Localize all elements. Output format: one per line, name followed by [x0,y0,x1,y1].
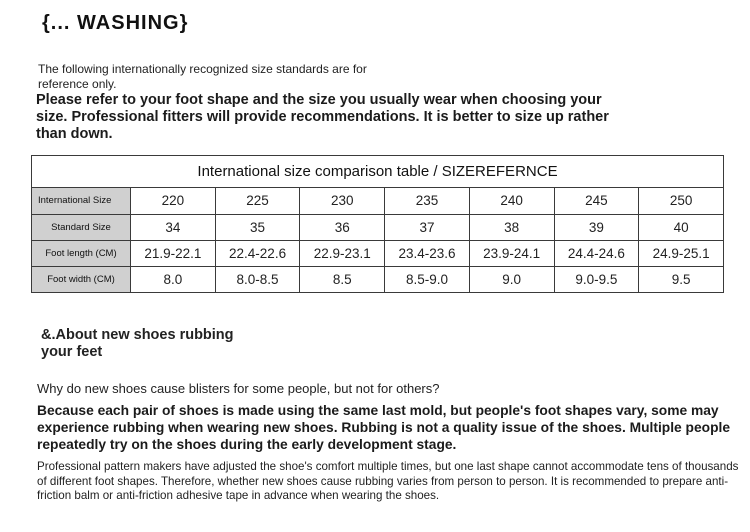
table-cell: 245 [554,188,639,214]
table-row [32,188,724,214]
table-cell: 39 [554,214,639,240]
table-cell: 235 [385,188,470,214]
table-cell: 250 [639,188,724,214]
table-cell: 22.9-23.1 [300,240,385,266]
table-cell: 8.5-9.0 [385,266,470,292]
table-cell: 23.9-24.1 [469,240,554,266]
row-label: Standard Size [32,214,131,240]
table-cell: 24.9-25.1 [639,240,724,266]
table-cell: 34 [131,214,216,240]
table-caption-row [32,156,724,188]
intro-advice: Please refer to your foot shape and the size you usually wear when choosing your size. Professional fitters will provide recommendations. It is better to size up rather than down. [36,92,609,142]
table-cell: 35 [215,214,300,240]
table-cell: 8.0-8.5 [215,266,300,292]
table-cell: 8.0 [131,266,216,292]
page-title: {... WASHING} [42,12,189,34]
row-label: International Size [32,188,131,214]
rubbing-section-heading: &.About new shoes rubbing your feet [41,327,234,360]
table-cell: 220 [131,188,216,214]
rubbing-answer: Because each pair of shoes is made using the same last mold, but people's foot shapes vary, some may experience rubbing when wearing new shoes. Rubbing is not a quality issue of the shoes. Multiple people repeatedly try on the shoes during the early development stage. [37,403,731,452]
table-row [32,266,724,292]
table-cell: 21.9-22.1 [131,240,216,266]
table-row [32,214,724,240]
row-label: Foot length (CM) [32,240,131,266]
rubbing-detail: Professional pattern makers have adjusted the shoe's comfort multiple times, but one last shape cannot accommodate tens of thousands of different foot shapes. Therefore, whether new shoes cause rubbing varies from person to person. It is recommended to prepare anti-friction balm or anti-friction adhesive tape in advance when wearing the shoes. [37,460,739,502]
table-cell: 22.4-22.6 [215,240,300,266]
table-cell: 9.0 [469,266,554,292]
table-cell: 36 [300,214,385,240]
table-cell: 225 [215,188,300,214]
table-cell: 24.4-24.6 [554,240,639,266]
rubbing-question: Why do new shoes cause blisters for some people, but not for others? [37,381,440,396]
table-cell: 40 [639,214,724,240]
table-cell: 8.5 [300,266,385,292]
size-comparison-table [31,155,724,293]
row-label: Foot width (CM) [32,266,131,292]
table-cell: 230 [300,188,385,214]
intro-note: The following internationally recognized size standards are for reference only. [38,62,367,91]
table-cell: 37 [385,214,470,240]
table-cell: 9.0-9.5 [554,266,639,292]
table-cell: 23.4-23.6 [385,240,470,266]
table-row [32,240,724,266]
table-cell: 240 [469,188,554,214]
table-cell: 38 [469,214,554,240]
table-caption: International size comparison table / SIZEREFERNCE [32,156,724,188]
table-cell: 9.5 [639,266,724,292]
